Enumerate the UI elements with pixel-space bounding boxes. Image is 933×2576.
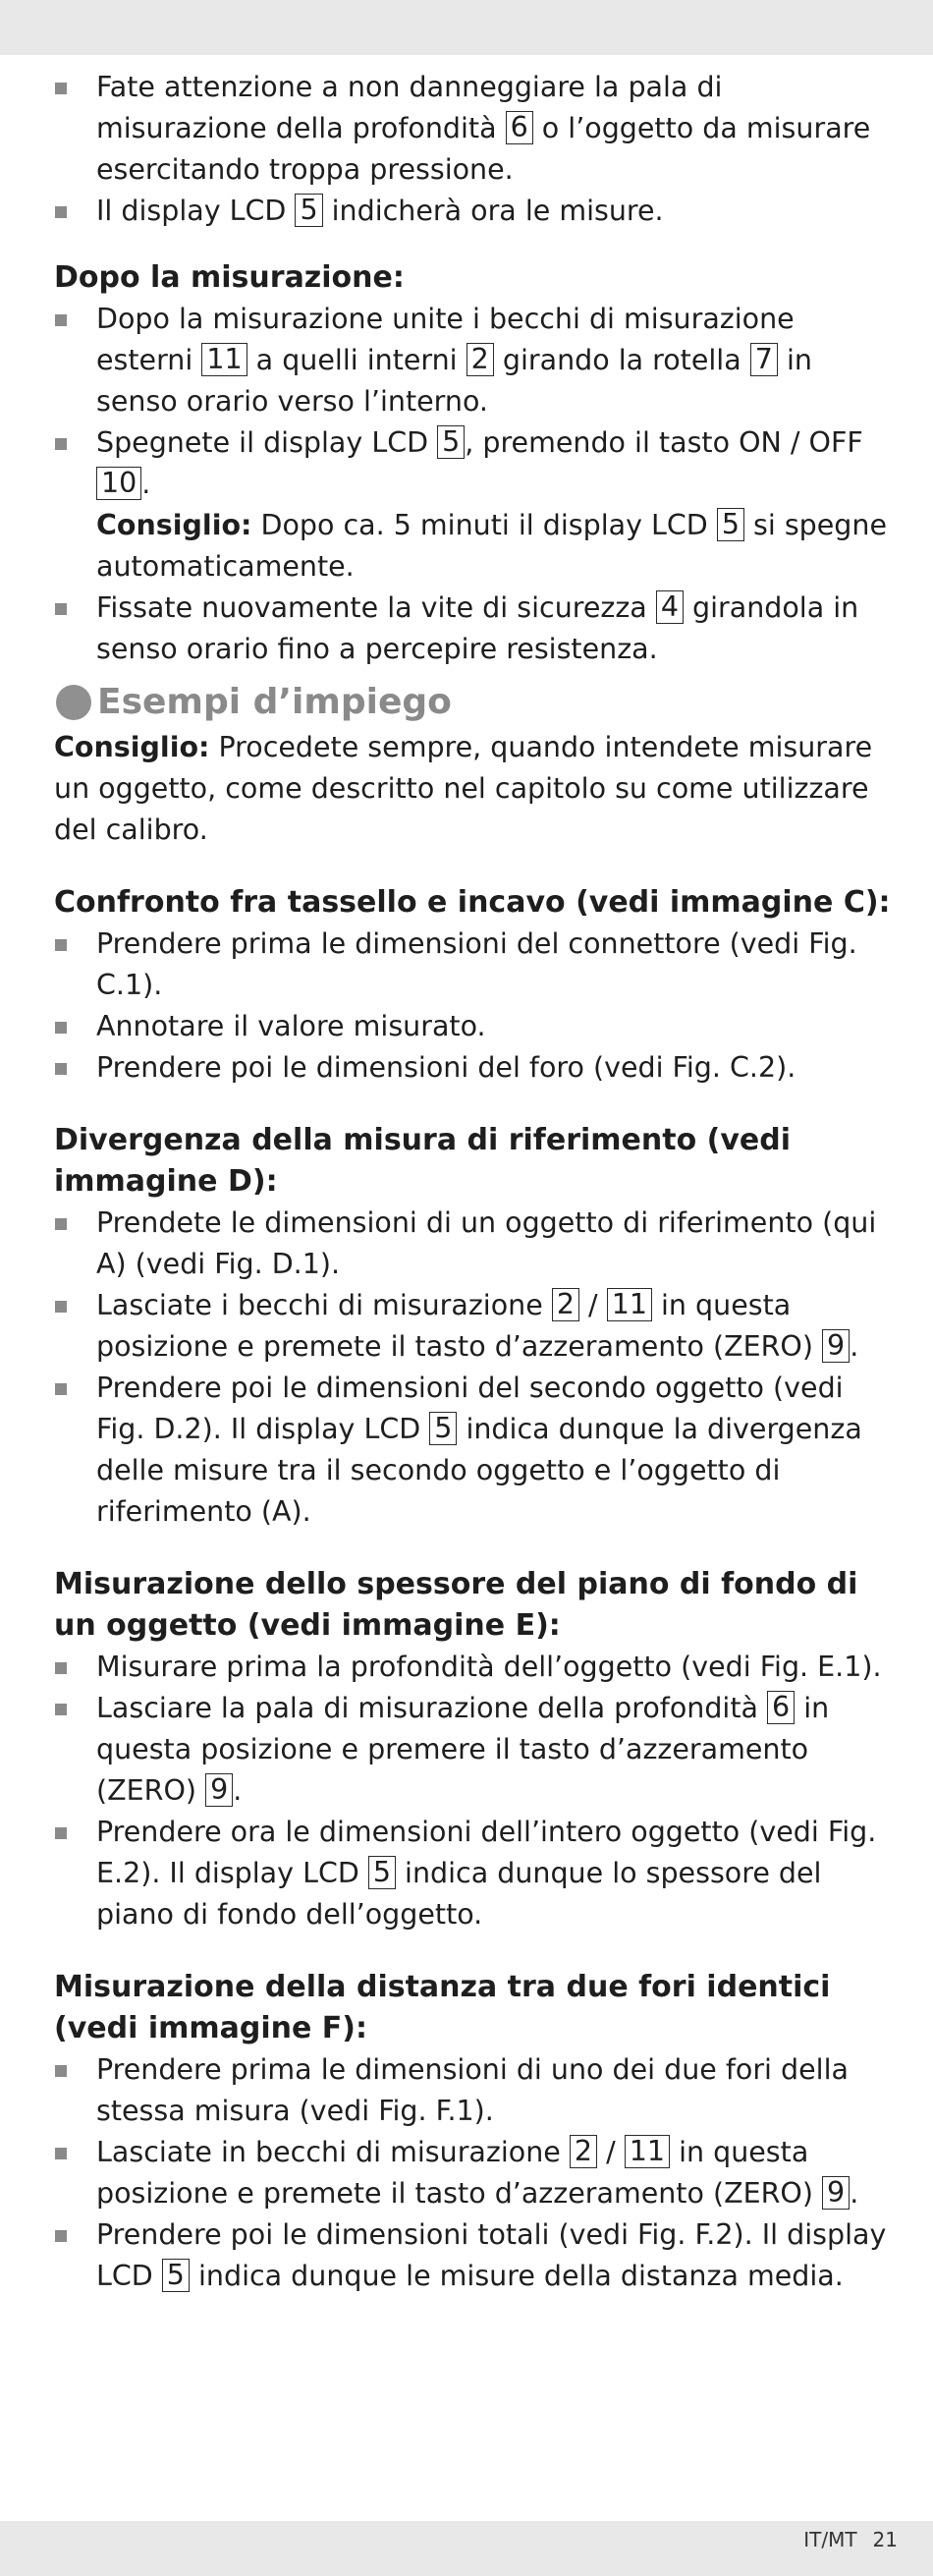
list-item: Lasciate i becchi di misurazione 2 / 11 in questa posizione e premete il tasto d’azzeramento (ZERO) 9 . [54,1285,899,1368]
section-f-list [54,2049,899,2297]
tip-label: Consiglio: [96,509,252,541]
part-number-box: 10 [96,467,141,500]
part-number-box: 2 [466,343,494,376]
part-number-box: 2 [570,2135,597,2168]
list-item: Prendere poi le dimensioni del secondo oggetto (vedi Fig. D.2). Il display LCD 5 indica dunque la divergenza delle misure tra il secondo oggetto e l’oggetto di riferimento (A). [54,1368,899,1533]
list-item: Il display LCD 5 indicherà ora le misure. [54,191,899,232]
part-number-box: 6 [506,111,533,144]
list-item: Spegnete il display LCD 5 , premendo il tasto ON / OFF 10 . Consiglio: Dopo ca. 5 minuti il display LCD 5 si spegne automaticamente. [54,422,899,588]
part-number-box: 4 [656,590,684,624]
list-item: Prendere prima le dimensioni del connettore (vedi Fig. C.1). [54,924,899,1006]
top-bar [0,0,933,55]
part-number-box: 5 [429,1412,457,1445]
intro-list [54,67,899,232]
list-item: Prendere poi le dimensioni del foro (vedi Fig. C.2). [54,1047,899,1089]
list-item: Lasciare la pala di misurazione della profondità 6 in questa posizione e premere il tasto d’azzeramento (ZERO) 9 . [54,1688,899,1812]
part-number-box: 9 [822,2176,850,2210]
list-item: Lasciate in becchi di misurazione 2 / 11 in questa posizione e premete il tasto d’azzeramento (ZERO) 9 . [54,2132,899,2214]
section-e-list [54,1647,899,1935]
page-content [54,67,899,2297]
part-number-box: 6 [767,1691,795,1724]
section-c-list [54,924,899,1089]
part-number-box: 5 [437,425,465,459]
list-item: Prendere ora le dimensioni dell’intero oggetto (vedi Fig. E.2). Il display LCD 5 indica dunque lo spessore del piano di fondo dell’oggetto. [54,1812,899,1935]
list-item: Fissate nuovamente la vite di sicurezza 4 girandola in senso orario fino a percepire resistenza. [54,588,899,670]
part-number-box: 11 [607,1288,652,1321]
part-number-box: 11 [201,343,247,376]
page-number: 21 [872,2528,898,2551]
section-d-heading: Divergenza della misura di riferimento (vedi immagine D): [54,1123,792,1199]
list-item: Prendere poi le dimensioni totali (vedi Fig. F.2). Il display LCD 5 indica dunque le misure della distanza media. [54,2214,899,2297]
list-item: Fate attenzione a non danneggiare la pala di misurazione della profondità 6 o l’oggetto da misurare esercitando troppa pressione. [54,67,899,191]
list-item: Dopo la misurazione unite i becchi di misurazione esterni 11 a quelli interni 2 girando la rotella 7 in senso orario verso l’interno. [54,299,899,422]
part-number-box: 2 [552,1288,579,1321]
list-item: Prendere prima le dimensioni di uno dei due fori della stessa misura (vedi Fig. F.1). [54,2049,899,2132]
section-header [54,678,899,727]
section-e-heading: Misurazione dello spessore del piano di fondo di un oggetto (vedi immagine E): [54,1567,858,1643]
bullet-dot-icon [56,685,91,720]
section-title: Esempi d’impiego [97,682,452,722]
part-number-box: 11 [625,2135,670,2168]
part-number-box: 5 [295,194,322,227]
part-number-box: 5 [162,2259,190,2292]
list-item: Annotare il valore misurato. [54,1006,899,1047]
part-number-box: 5 [717,508,744,541]
tip-paragraph: Consiglio: Procedete sempre, quando intendete misurare un oggetto, come descritto nel capitolo su come utilizzare del calibro. [54,731,873,846]
tip-label: Consiglio: [54,731,210,763]
part-number-box: 7 [750,343,778,376]
section-f-heading: Misurazione della distanza tra due fori identici (vedi immagine F): [54,1970,831,2045]
after-measure-heading: Dopo la misurazione: [54,260,405,295]
language-code: IT/MT [803,2528,857,2551]
part-number-box: 9 [822,1329,850,1363]
after-measure-list [54,299,899,670]
page-footer [788,2528,898,2551]
list-item: Misurare prima la profondità dell’oggetto (vedi Fig. E.1). [54,1647,899,1688]
section-c-heading: Confronto fra tassello e incavo (vedi immagine C): [54,885,891,920]
section-d-list [54,1203,899,1533]
part-number-box: 9 [205,1773,233,1807]
part-number-box: 5 [368,1856,396,1889]
list-item: Prendete le dimensioni di un oggetto di riferimento (qui A) (vedi Fig. D.1). [54,1203,899,1285]
